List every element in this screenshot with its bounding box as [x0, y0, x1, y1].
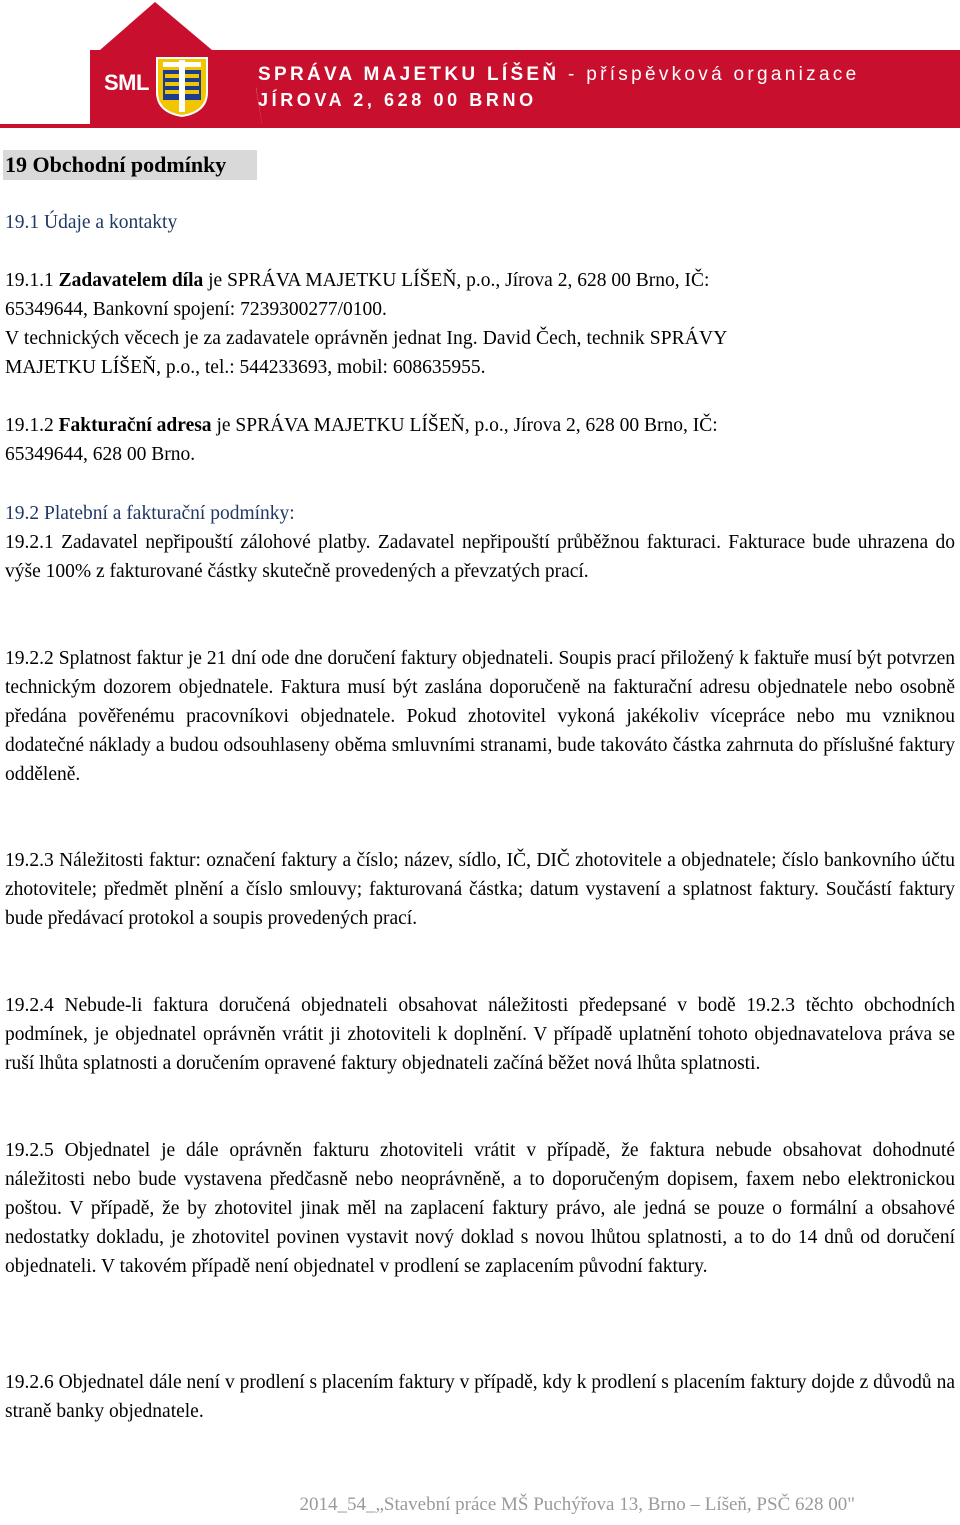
paragraph-text: 19.2.2 Splatnost faktur je 21 dní ode dne doručení faktury objednateli. Soupis prací přiložený k faktuře musí být potvrzen technickým dozorem objednatele. Faktura musí být zaslána doporučeně na fakturační adresu objednatele nebo osobně předána pověřenému pracovníkovi objednatele. Pokud zhotovitel vykoná jakékoliv vícepráce nebo mu vzniknou dodatečné náklady a budou odsouhlaseny oběma smluvními stranami, bude takováto částka zahrnuta do příslušné faktury odděleně. — [5, 648, 955, 785]
org-address: JÍROVA 2, 628 00 BRNO — [258, 90, 537, 110]
paragraph-19-1-1-line2: 65349644, Bankovní spojení: 7239300277/0100. — [5, 299, 387, 320]
crest-icon — [155, 56, 209, 118]
org-name-line: SPRÁVA MAJETKU LÍŠEŇ - příspěvková organizace — [258, 64, 860, 85]
paragraph-19-2-3 — [5, 846, 955, 933]
paragraph-19-1-1-line1: 19.1.1 Zadavatelem díla je SPRÁVA MAJETKU LÍŠEŇ, p.o., Jírova 2, 628 00 Brno, IČ: — [5, 270, 710, 291]
paragraph-19-2-5 — [5, 1136, 955, 1281]
paragraph-19-2-4 — [5, 991, 955, 1078]
paragraph-text: 19.2.5 Objednatel je dále oprávněn fakturu zhotoviteli vrátit v případě, že faktura nebude obsahovat dohodnuté náležitosti nebo bude vystavena předčasně nebo neoprávněně, a to doporučeným dopisem, faxem nebo elektronickou poštou. V případě, že by zhotovitel jinak měl na zaplacení faktury právo, ale jedná se pouze o formální a obsahové nedostatky dokladu, je zhotovitel povinen vystavit nový doklad s novou lhůtou splatnosti, a to do 14 dnů od doručení objednateli. V takovém případě není objednatel v prodlení se zaplacením původní faktury. — [5, 1140, 955, 1277]
paragraph-19-1-2-line2: 65349644, 628 00 Brno. — [5, 444, 196, 465]
page-footer: 2014_54_„Stavební práce MŠ Puchýřova 13, Brno – Líšeň, PSČ 628 00" — [299, 1494, 855, 1515]
logo-sml: SML — [104, 70, 149, 95]
section-title: 19 Obchodní podmínky — [3, 150, 257, 180]
letterhead — [0, 0, 960, 128]
paragraph-19-2-2 — [5, 644, 955, 789]
paragraph-19-2-6 — [5, 1368, 955, 1426]
paragraph-text: 19.2.4 Nebude-li faktura doručená objednateli obsahovat náležitosti předepsané v bodě 19.2.3 těchto obchodních podmínek, je objednatel oprávněn vrátit ji zhotoviteli k doplnění. V případě uplatnění tohoto objednavatelova práva se ruší lhůta splatnosti a doručením opravené faktury objednateli začíná běžet nová lhůta splatnosti. — [5, 995, 955, 1074]
paragraph-19-1-2-line1: 19.1.2 Fakturační adresa je SPRÁVA MAJETKU LÍŠEŇ, p.o., Jírova 2, 628 00 Brno, IČ: — [5, 415, 718, 436]
paragraph-text: 19.2.3 Náležitosti faktur: označení faktury a číslo; název, sídlo, IČ, DIČ zhotovitele a objednatele; číslo bankovního účtu zhotovitele; předmět plnění a číslo smlouvy; fakturovaná částka; datum vystavení a splatnost faktury. Součástí faktury bude předávací protokol a soupis provedených prací. — [5, 850, 955, 929]
subsection-title-19-1: 19.1 Údaje a kontakty — [5, 212, 178, 233]
paragraph-text: 19.2.6 Objednatel dále není v prodlení s placením faktury v případě, kdy k prodlení s placením faktury dojde z důvodů na straně banky objednatele. — [5, 1372, 955, 1422]
paragraph-19-2-1 — [5, 528, 955, 586]
subsection-title-19-2: 19.2 Platební a fakturační podmínky: — [5, 503, 295, 524]
paragraph-19-1-1-line3: V technických věcech je za zadavatele oprávněn jednat Ing. David Čech, technik SPRÁVY — [5, 328, 728, 349]
paragraph-19-1-1-line4: MAJETKU LÍŠEŇ, p.o., tel.: 544233693, mobil: 608635955. — [5, 357, 486, 378]
paragraph-text: 19.2.1 Zadavatel nepřipouští zálohové platby. Zadavatel nepřipouští průběžnou fakturaci. Fakturace bude uhrazena do výše 100% z fakturované částky skutečně provedených a převzatých prací. — [5, 532, 955, 582]
